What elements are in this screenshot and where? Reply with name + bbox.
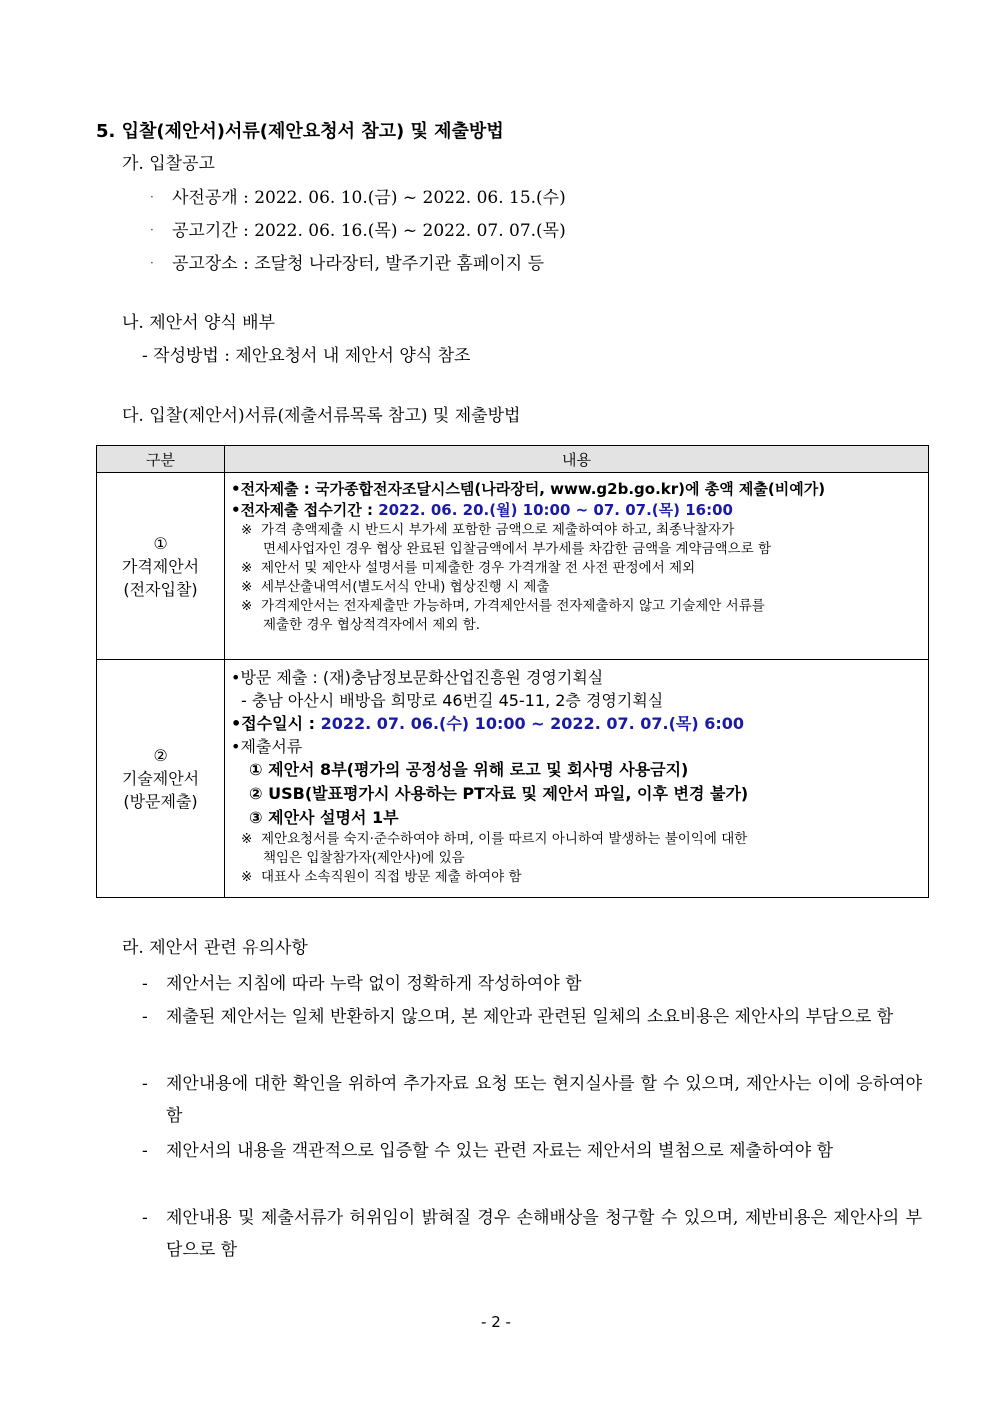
caution-text: 제안내용에 대한 확인을 위하여 추가자료 요청 또는 현지실사를 할 수 있으며, 제안사는 이에 응하여야 함 — [166, 1074, 922, 1126]
dash-mark: - — [142, 974, 148, 994]
caution-item — [142, 1068, 922, 1132]
content-line: •방문 제출 : (재)충남정보문화산업진흥원 경영기획실 — [231, 668, 604, 687]
caution-text: 제안내용 및 제출서류가 허위임이 밝혀질 경우 손해배상을 청구할 수 있으며, 제반비용은 제안사의 부담으로 함 — [166, 1208, 922, 1260]
note-mark: ※ — [241, 831, 253, 847]
caution-text: 제출된 제안서는 일체 반환하지 않으며, 본 제안과 관련된 일체의 소요비용은 제안사의 부담으로 함 — [166, 1007, 894, 1027]
page-number: - 2 - — [481, 1313, 511, 1331]
list-item-text: 공고장소 : 조달청 나라장터, 발주기관 홈페이지 등 — [172, 254, 544, 274]
submission-table — [96, 445, 929, 898]
caution-item — [142, 1001, 922, 1033]
submission-doc: ③ 제안사 설명서 1부 — [249, 808, 399, 827]
category-name: 가격제안서 — [121, 556, 200, 576]
note-text: 대표사 소속직원이 직접 방문 제출 하여야 함 — [261, 869, 522, 885]
note-mark: ※ — [241, 522, 253, 538]
note-item — [231, 830, 920, 849]
note-text-continued: 제출한 경우 협상적격자에서 제외 함. — [263, 617, 481, 633]
table-row — [97, 660, 929, 898]
caution-item — [142, 1135, 922, 1167]
period-value: 2022. 07. 06.(수) 10:00 ~ 2022. 07. 07.(목) 6:00 — [320, 714, 745, 733]
caution-item — [142, 968, 922, 1000]
content-line: •전자제출 : 국가종합전자조달시스템(나라장터, www.g2b.go.kr)에 총액 제출(비예가) — [231, 480, 826, 498]
note-mark: ※ — [241, 598, 253, 614]
bullet-icon: · — [150, 223, 154, 237]
note-item — [231, 559, 920, 578]
note-mark: ※ — [241, 560, 253, 576]
note-mark: ※ — [241, 579, 253, 595]
note-item — [231, 868, 920, 887]
note-item — [231, 597, 920, 616]
content-line: •제출서류 — [231, 737, 303, 756]
category-cell — [97, 473, 225, 660]
category-cell — [97, 660, 225, 898]
note-text-continued: 책임은 입찰참가자(제안사)에 있음 — [263, 850, 465, 866]
note-text: 가격 총액제출 시 반드시 부가세 포함한 금액으로 제출하여야 하고, 최종낙찰자가 — [261, 522, 735, 538]
dash-mark: - — [142, 1208, 148, 1228]
content-cell — [225, 660, 929, 898]
header-content: 내용 — [225, 446, 929, 473]
note-item — [231, 578, 920, 597]
list-item-text: 사전공개 : 2022. 06. 10.(금) ~ 2022. 06. 15.(수) — [172, 188, 566, 208]
content-line — [231, 712, 920, 735]
note-text-continued: 면세사업자인 경우 협상 완료된 입찰금액에서 부가세를 차감한 금액을 계약금액으로 함 — [263, 541, 772, 557]
period-value: 2022. 06. 20.(월) 10:00 ~ 07. 07.(목) 16:00 — [378, 501, 733, 519]
caution-item — [142, 1202, 922, 1266]
dash-mark: - — [142, 1007, 148, 1027]
note-text: 가격제안서는 전자제출만 가능하며, 가격제안서를 전자제출하지 않고 기술제안 서류를 — [261, 598, 765, 614]
content-label: •전자제출 접수기간 : — [231, 501, 379, 519]
dash-mark: - — [142, 1074, 148, 1094]
content-line: - 충남 아산시 배방읍 희망로 46번길 45-11, 2층 경영기획실 — [241, 691, 664, 710]
category-name: 기술제안서 — [121, 769, 200, 788]
caution-text: 제안서는 지침에 따라 누락 없이 정확하게 작성하여야 함 — [166, 974, 582, 994]
table-row — [97, 473, 929, 660]
subsection-heading-da: 다. 입찰(제안서)서류(제출서류목록 참고) 및 제출방법 — [122, 406, 521, 426]
dash-mark: - — [142, 1141, 148, 1161]
table-header-row — [97, 446, 929, 473]
subsection-heading-na: 나. 제안서 양식 배부 — [122, 313, 275, 333]
content-label: •접수일시 : — [231, 714, 321, 733]
category-number: ① — [153, 533, 168, 553]
category-method: (전자입찰) — [123, 579, 198, 599]
note-item — [231, 521, 920, 540]
list-item — [150, 251, 544, 276]
bullet-icon: · — [150, 256, 154, 270]
list-item — [150, 185, 566, 210]
caution-text: 제안서의 내용을 객관적으로 입증할 수 있는 관련 자료는 제안서의 별첨으로 제출하여야 함 — [166, 1141, 834, 1161]
section-title: 5. 입찰(제안서)서류(제안요청서 참고) 및 제출방법 — [96, 121, 504, 142]
list-item — [150, 218, 566, 243]
content-cell — [225, 473, 929, 660]
subsection-heading-ga: 가. 입찰공고 — [122, 154, 215, 174]
header-category: 구분 — [97, 446, 225, 473]
note-text: 제안요청서를 숙지·준수하여야 하며, 이를 따르지 아니하여 발생하는 불이익에 대한 — [261, 831, 748, 847]
note-mark: ※ — [241, 869, 253, 885]
bullet-icon: · — [150, 190, 154, 204]
content-line — [231, 500, 920, 521]
submission-doc: ① 제안서 8부(평가의 공정성을 위해 로고 및 회사명 사용금지) — [249, 760, 689, 779]
note-text: 제안서 및 제안사 설명서를 미제출한 경우 가격개찰 전 사전 판정에서 제외 — [261, 560, 696, 576]
category-method: (방문제출) — [123, 792, 198, 811]
list-item: - 작성방법 : 제안요청서 내 제안서 양식 참조 — [142, 346, 471, 366]
subsection-heading-ra: 라. 제안서 관련 유의사항 — [122, 938, 308, 958]
list-item-text: 공고기간 : 2022. 06. 16.(목) ~ 2022. 07. 07.(목) — [172, 221, 566, 241]
submission-doc: ② USB(발표평가시 사용하는 PT자료 및 제안서 파일, 이후 변경 불가) — [249, 784, 749, 803]
category-number: ② — [153, 746, 168, 765]
note-text: 세부산출내역서(별도서식 안내) 협상진행 시 제출 — [261, 579, 550, 595]
